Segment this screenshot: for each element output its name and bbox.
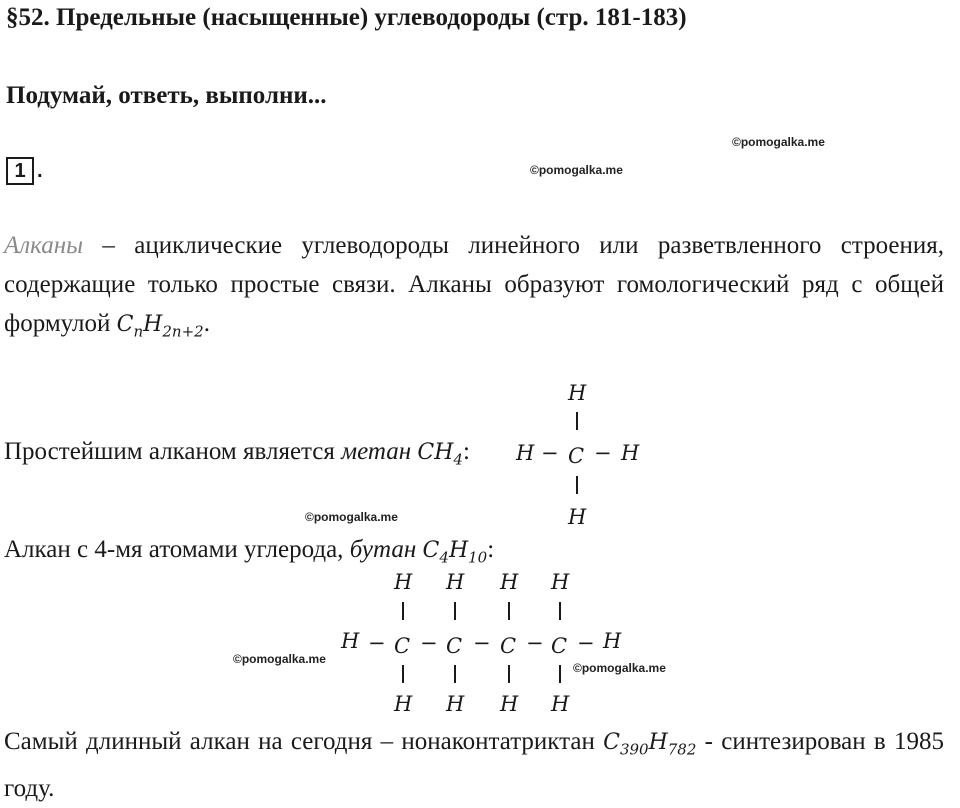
methane-line <box>4 438 470 468</box>
hydrogen-atom: H <box>394 570 413 594</box>
horizontal-bond: − <box>594 441 612 465</box>
hydrogen-atom: H <box>500 692 519 716</box>
formula-subscript: 4 <box>439 548 449 567</box>
butane-formula <box>422 538 488 567</box>
carbon-atom: C <box>394 634 411 658</box>
vertical-bond <box>402 602 404 620</box>
formula-subscript: n <box>133 322 144 341</box>
watermark: ©pomogalka.me <box>732 135 825 149</box>
definition-paragraph <box>4 226 944 351</box>
butane-text: Алкан с 4-мя атомами углерода, <box>4 536 350 563</box>
butane-name: бутан <box>349 536 417 563</box>
methane-text: Простейшим алканом является <box>4 438 342 465</box>
formula-symbol: CH <box>417 440 454 465</box>
carbon-atom: C <box>551 634 568 658</box>
alkane-term: Алканы <box>4 232 84 259</box>
horizontal-bond: − <box>526 631 544 655</box>
horizontal-bond: − <box>420 631 438 655</box>
butane-colon: : <box>487 536 495 563</box>
methane-name: метан <box>341 438 412 465</box>
methane-formula <box>417 440 463 469</box>
formula-symbol: C <box>603 730 620 755</box>
general-formula <box>116 312 204 341</box>
vertical-bond <box>559 665 561 683</box>
hydrogen-atom: H <box>551 692 570 716</box>
hydrogen-atom: H <box>568 505 587 529</box>
definition-text: – ациклические углеводороды линейного или разветвленного строения, содержащие только простые связи. Алканы образуют гомологический ряд с общей формулой <box>4 232 944 337</box>
definition-end: . <box>203 310 210 337</box>
formula-symbol: H <box>143 312 163 337</box>
formula-symbol: H <box>448 538 469 563</box>
record-text-end: - синтезирован в 1985 году. <box>4 728 944 803</box>
formula-subscript: 782 <box>667 740 697 759</box>
hydrogen-atom: H <box>500 570 519 594</box>
page-title: §52. Предельные (насыщенные) углеводороды (стр. 181-183) <box>6 4 687 31</box>
record-formula <box>603 730 697 759</box>
task-number-box: 1 <box>6 157 34 185</box>
hydrogen-atom: H <box>568 381 587 405</box>
vertical-bond <box>508 665 510 683</box>
vertical-bond <box>454 602 456 620</box>
hydrogen-atom: H <box>516 441 535 465</box>
record-text: Самый длинный алкан на сегодня – нонаконтатриктан <box>4 728 604 755</box>
carbon-atom: C <box>446 634 463 658</box>
carbon-atom: C <box>568 444 585 468</box>
watermark: ©pomogalka.me <box>530 163 623 177</box>
hydrogen-atom: H <box>446 692 465 716</box>
carbon-atom: C <box>500 634 517 658</box>
horizontal-bond: − <box>541 441 559 465</box>
horizontal-bond: − <box>577 631 595 655</box>
watermark: ©pomogalka.me <box>233 652 326 666</box>
vertical-bond <box>559 602 561 620</box>
horizontal-bond: − <box>368 631 386 655</box>
formula-symbol: C <box>422 538 440 563</box>
hydrogen-atom: H <box>446 570 465 594</box>
task-number-dot: . <box>37 160 43 182</box>
watermark: ©pomogalka.me <box>573 661 666 675</box>
hydrogen-atom: H <box>394 692 413 716</box>
formula-subscript: 390 <box>619 740 649 759</box>
vertical-bond <box>454 665 456 683</box>
vertical-bond <box>576 476 578 494</box>
formula-subscript: 4 <box>453 450 463 469</box>
record-paragraph <box>4 722 944 808</box>
section-subtitle: Подумай, ответь, выполни... <box>6 82 327 109</box>
methane-colon: : <box>462 438 470 465</box>
hydrogen-atom: H <box>603 629 622 653</box>
vertical-bond <box>402 665 404 683</box>
formula-symbol: C <box>116 312 134 337</box>
formula-subscript: 10 <box>468 548 488 567</box>
horizontal-bond: − <box>473 631 491 655</box>
vertical-bond <box>576 412 578 430</box>
formula-symbol: H <box>648 730 668 755</box>
hydrogen-atom: H <box>621 441 640 465</box>
hydrogen-atom: H <box>341 629 360 653</box>
formula-subscript: 2n+2 <box>162 322 204 341</box>
vertical-bond <box>508 602 510 620</box>
watermark: ©pomogalka.me <box>305 510 398 524</box>
butane-line <box>4 536 494 566</box>
hydrogen-atom: H <box>551 570 570 594</box>
